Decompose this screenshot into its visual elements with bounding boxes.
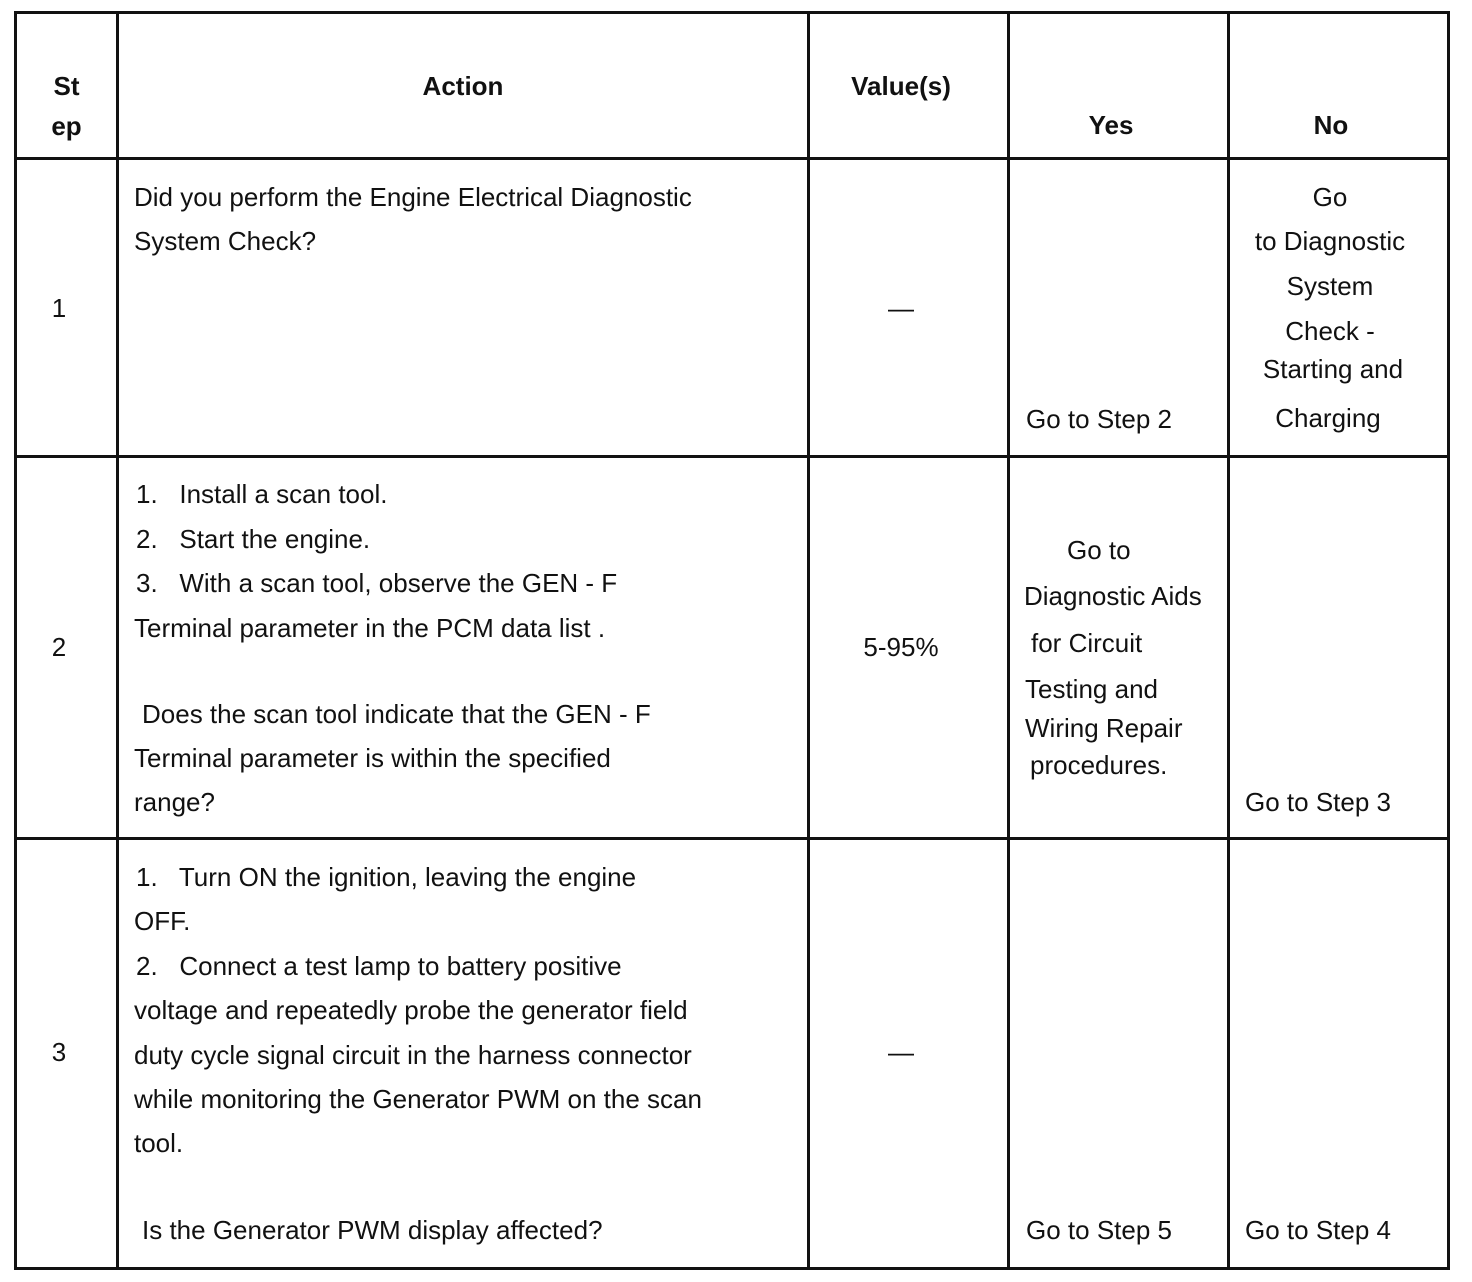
row2-action-line4: Terminal parameter in the PCM data list . (134, 613, 606, 643)
row3-no: Go to Step 4 (1245, 1215, 1391, 1245)
row-divider-2 (14, 837, 1450, 840)
row1-no-line4: Check - (1285, 316, 1375, 346)
header-action: Action (422, 71, 504, 101)
row1-action-line1: Did you perform the Engine Electrical Diagnostic (134, 182, 692, 212)
row1-yes: Go to Step 2 (1026, 404, 1172, 434)
row2-action-line1: 1. Install a scan tool. (136, 479, 388, 509)
row1-value: — (888, 293, 914, 323)
row3-action-line5: duty cycle signal circuit in the harness connector (134, 1040, 692, 1070)
row1-no-line6: Charging (1275, 403, 1381, 433)
row2-yes-line1: Go to (1067, 535, 1131, 565)
row1-no-line3: System (1286, 271, 1374, 301)
row2-no: Go to Step 3 (1245, 787, 1391, 817)
row3-value: — (888, 1037, 914, 1067)
row3-action-line3: 2. Connect a test lamp to battery positive (136, 951, 622, 981)
row2-yes-line2: Diagnostic Aids (1024, 581, 1202, 611)
header-values: Value(s) (851, 71, 951, 101)
row1-action-line2: System Check? (134, 226, 317, 256)
row2-value: 5-95% (863, 632, 939, 662)
header-step-line2: ep (51, 111, 82, 141)
row1-no-line1: Go (1312, 182, 1348, 212)
row3-action-line4: voltage and repeatedly probe the generator field (134, 995, 688, 1025)
row1-no-line2: to Diagnostic (1254, 226, 1406, 256)
row2-action-line6: Does the scan tool indicate that the GEN - F (142, 699, 651, 729)
row3-yes: Go to Step 5 (1026, 1215, 1172, 1245)
row2-action-line3: 3. With a scan tool, observe the GEN - F (136, 568, 618, 598)
col-divider-step (116, 11, 119, 1270)
row3-step: 3 (51, 1037, 67, 1067)
diagnostic-table (14, 11, 1450, 1270)
row2-step: 2 (51, 632, 67, 662)
row3-action-line2: OFF. (134, 906, 191, 936)
header-step (17, 66, 116, 146)
row3-action-line7: tool. (134, 1128, 184, 1158)
row2-yes-line3: for Circuit (1031, 628, 1143, 658)
table-border-bottom (14, 1267, 1450, 1270)
row2-yes-line4: Testing and (1025, 674, 1158, 704)
col-divider-value (1007, 11, 1010, 1270)
table-border-right (1447, 11, 1450, 1270)
row1-no-line5: Starting and (1262, 354, 1404, 384)
header-yes: Yes (1088, 110, 1134, 140)
row2-yes-line5: Wiring Repair (1025, 713, 1183, 743)
header-step-line1: St (53, 71, 80, 101)
row3-action-line1: 1. Turn ON the ignition, leaving the engine (136, 862, 637, 892)
row2-action-line7: Terminal parameter is within the specified (134, 743, 611, 773)
row1-step: 1 (51, 293, 67, 323)
row2-yes-line6: procedures. (1030, 750, 1168, 780)
row-divider-1 (14, 455, 1450, 458)
header-divider (14, 157, 1450, 160)
table-border-top (14, 11, 1450, 14)
header-no: No (1313, 110, 1349, 140)
row2-action-line2: 2. Start the engine. (136, 524, 371, 554)
row3-action-line9: Is the Generator PWM display affected? (142, 1215, 603, 1245)
row2-action-line8: range? (134, 787, 215, 817)
row3-action-line6: while monitoring the Generator PWM on the scan (134, 1084, 702, 1114)
